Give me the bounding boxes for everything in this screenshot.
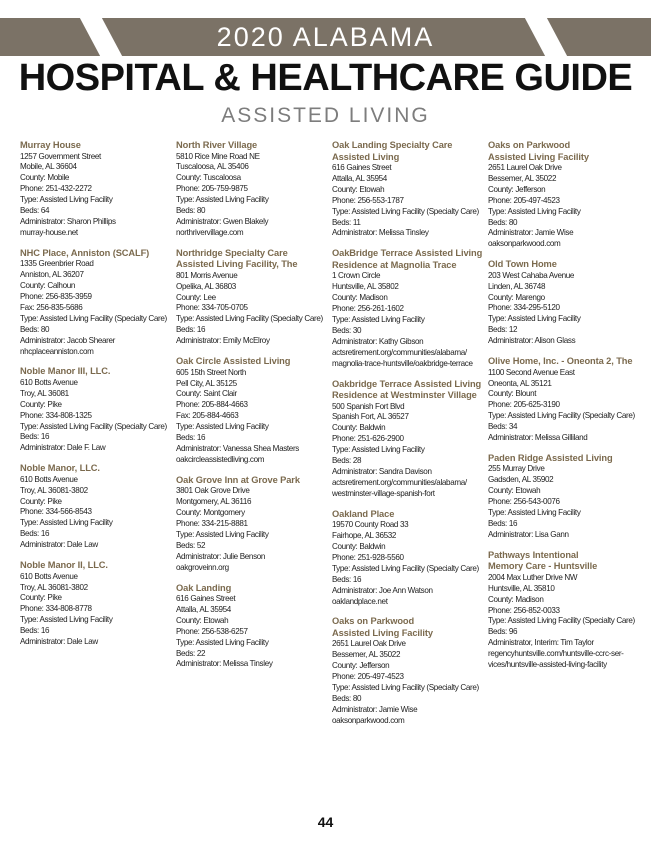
column-3 xyxy=(332,140,487,736)
facility-detail-line: Beds: 11 xyxy=(332,217,361,227)
column-1 xyxy=(20,140,175,657)
facility-detail-line: Spanish Fort, AL 36527 xyxy=(332,412,409,422)
facility-detail-line: Fax: 205-884-4663 xyxy=(176,411,239,421)
facility-detail-line: County: Saint Clair xyxy=(176,389,237,399)
facility-detail-line: Montgomery, AL 36116 xyxy=(176,497,252,507)
facility-entry xyxy=(20,560,175,648)
facility-name: Oak Landing Specialty Care xyxy=(332,140,453,150)
facility-detail-line: Attalla, AL 35954 xyxy=(332,173,387,183)
facility-detail-line: oakgroveinn.org xyxy=(176,562,229,572)
facility-entry xyxy=(176,356,331,466)
facility-detail-line: Fairhope, AL 36532 xyxy=(332,531,397,541)
facility-detail-line: Administrator: Melissa Tinsley xyxy=(176,659,273,669)
facility-detail-line: Type: Assisted Living Facility xyxy=(332,314,425,324)
facility-detail-line: regencyhuntsville.com/huntsville-ccrc-ser- xyxy=(488,649,624,659)
facility-detail-line: County: Etowah xyxy=(488,486,541,496)
facility-detail-line: Beds: 28 xyxy=(332,456,362,466)
facility-detail-line: Beds: 16 xyxy=(176,433,206,443)
facility-name: Noble Manor II, LLC. xyxy=(20,560,108,571)
facility-detail-line: Beds: 16 xyxy=(20,626,50,636)
facility-detail-line: Administrator: Melissa Gilliland xyxy=(488,433,588,443)
facility-detail-line: Bessemer, AL 35022 xyxy=(332,650,401,660)
facility-detail-line: County: Pike xyxy=(20,593,62,603)
facility-detail-line: Type: Assisted Living Facility xyxy=(176,637,269,647)
facility-detail-line: Phone: 334-808-1325 xyxy=(20,410,92,420)
facility-entry xyxy=(176,140,331,239)
facility-detail-line: 801 Morris Avenue xyxy=(176,270,238,280)
facility-detail-line: oaklandplace.net xyxy=(332,596,388,606)
column-2 xyxy=(176,140,331,679)
facility-detail-line: County: Lee xyxy=(176,292,216,302)
facility-detail-line: Troy, AL 36081-3802 xyxy=(20,485,88,495)
facility-detail-line: Beds: 16 xyxy=(20,529,50,539)
banner-text: 2020 ALABAMA xyxy=(216,22,435,52)
facility-detail-line: Administrator: Vanessa Shea Masters xyxy=(176,443,300,453)
facility-detail-line: nhcplaceanniston.com xyxy=(20,346,94,356)
facility-detail-line: 2651 Laurel Oak Drive xyxy=(488,163,562,172)
facility-detail-line: Type: Assisted Living Facility (Specialty Care) xyxy=(488,411,635,421)
facility-name: Memory Care - Huntsville xyxy=(488,561,598,572)
facility-name: Oakland Place xyxy=(332,508,395,519)
facility-entry xyxy=(488,140,643,250)
facility-detail-line: Phone: 334-566-8543 xyxy=(20,507,92,517)
facility-detail-line: Type: Assisted Living Facility xyxy=(176,529,269,539)
facility-detail-line: Phone: 256-261-1602 xyxy=(332,304,404,314)
facility-detail-line: 1257 Government Street xyxy=(20,151,101,161)
facility-detail-line: Administrator: Dale F. Law xyxy=(20,443,106,453)
facility-detail-line: County: Pike xyxy=(20,399,62,409)
facility-name: Oakbridge Terrace Assisted Living xyxy=(332,378,482,389)
facility-detail-line: Type: Assisted Living Facility (Specialty Care) xyxy=(176,314,323,324)
facility-detail-line: County: Jefferson xyxy=(332,661,390,671)
facility-detail-line: Administrator: Sharon Phillips xyxy=(20,216,116,226)
facility-detail-line: Beds: 80 xyxy=(176,206,206,216)
facility-detail-line: Type: Assisted Living Facility xyxy=(488,314,581,324)
facility-detail-line: 610 Botts Avenue xyxy=(20,377,78,387)
facility-name: Noble Manor III, LLC. xyxy=(20,366,111,377)
facility-detail-line: 2651 Laurel Oak Drive xyxy=(332,639,406,649)
facility-name: Oak Grove Inn at Grove Park xyxy=(176,474,300,485)
facility-detail-line: Administrator: Sandra Davison xyxy=(332,466,432,476)
facility-detail-line: Administrator: Jamie Wise xyxy=(332,704,418,714)
facility-name: Assisted Living xyxy=(332,151,400,162)
facility-detail-line: Troy, AL 36081 xyxy=(20,388,69,398)
facility-detail-line: Pell City, AL 35125 xyxy=(176,378,237,388)
facility-entry xyxy=(176,583,331,671)
facility-detail-line: 2004 Max Luther Drive NW xyxy=(488,572,578,582)
facility-detail-line: Phone: 256-538-6257 xyxy=(176,626,248,636)
facility-detail-line: Type: Assisted Living Facility (Specialty Care) xyxy=(20,313,167,323)
facility-detail-line: Phone: 256-852-0033 xyxy=(488,605,560,615)
facility-detail-line: Administrator: Dale Law xyxy=(20,540,98,550)
facility-detail-line: Type: Assisted Living Facility xyxy=(20,518,113,528)
facility-name: North River Village xyxy=(176,140,258,150)
facility-entry xyxy=(176,248,331,347)
facility-entry xyxy=(332,248,487,369)
facility-detail-line: Beds: 80 xyxy=(332,693,362,703)
facility-detail-line: Phone: 205-625-3190 xyxy=(488,400,560,410)
facility-detail-line: 610 Botts Avenue xyxy=(20,571,78,581)
facility-entry xyxy=(20,140,175,239)
facility-detail-line: Gadsden, AL 35902 xyxy=(488,475,554,485)
facility-name: Northridge Specialty Care xyxy=(176,247,288,258)
facility-detail-line: Administrator: Kathy Gibson xyxy=(332,336,424,346)
facility-detail-line: County: Marengo xyxy=(488,292,545,302)
facility-detail-line: Phone: 334-215-8881 xyxy=(176,518,248,528)
facility-detail-line: 255 Murray Drive xyxy=(488,464,545,474)
facility-detail-line: Phone: 205-497-4523 xyxy=(332,672,404,682)
facility-detail-line: actsretirement.org/communities/alabama/ xyxy=(332,347,467,357)
facility-detail-line: Huntsville, AL 35802 xyxy=(332,282,399,292)
facility-detail-line: Beds: 64 xyxy=(20,206,50,216)
facility-detail-line: northrivervillage.com xyxy=(176,227,244,237)
facility-detail-line: County: Etowah xyxy=(176,615,229,625)
facility-name: NHC Place, Anniston (SCALF) xyxy=(20,247,150,258)
facility-detail-line: Phone: 251-626-2900 xyxy=(332,434,404,444)
facility-detail-line: Administrator: Lisa Gann xyxy=(488,529,569,539)
facility-detail-line: oakcircleassistedliving.com xyxy=(176,454,265,464)
facility-detail-line: Phone: 334-808-8778 xyxy=(20,604,92,614)
facility-name: Residence at Westminster Village xyxy=(332,390,477,400)
facility-name: Murray House xyxy=(20,140,81,150)
facility-detail-line: oaksonparkwood.com xyxy=(332,715,405,725)
facility-detail-line: County: Baldwin xyxy=(332,541,386,551)
facility-name: Old Town Home xyxy=(488,259,557,270)
facility-detail-line: Administrator: Joe Ann Watson xyxy=(332,585,433,595)
facility-detail-line: County: Madison xyxy=(332,293,388,303)
facility-detail-line: Administrator: Alison Glass xyxy=(488,336,576,346)
facility-detail-line: County: Montgomery xyxy=(176,508,245,518)
facility-detail-line: Troy, AL 36081-3802 xyxy=(20,582,88,592)
facility-detail-line: Phone: 251-928-5560 xyxy=(332,552,404,562)
facility-detail-line: Type: Assisted Living Facility xyxy=(488,508,581,518)
facility-detail-line: 1 Crown Circle xyxy=(332,271,381,281)
facility-detail-line: Type: Assisted Living Facility xyxy=(332,445,425,455)
facility-detail-line: Linden, AL 36748 xyxy=(488,281,546,291)
facility-detail-line: County: Pike xyxy=(20,496,62,506)
facility-detail-line: actsretirement.org/communities/alabama/ xyxy=(332,477,467,487)
facility-name: Oak Circle Assisted Living xyxy=(176,356,291,367)
facility-detail-line: 3801 Oak Grove Drive xyxy=(176,486,250,496)
facility-detail-line: Phone: 205-759-9875 xyxy=(176,184,248,194)
facility-detail-line: Beds: 22 xyxy=(176,648,206,658)
facility-detail-line: Beds: 16 xyxy=(488,518,518,528)
facility-detail-line: Type: Assisted Living Facility (Specialty Care) xyxy=(332,206,479,216)
facility-detail-line: County: Baldwin xyxy=(332,423,386,433)
facility-detail-line: Phone: 256-553-1787 xyxy=(332,195,404,205)
facility-detail-line: County: Jefferson xyxy=(488,184,546,194)
facility-detail-line: County: Mobile xyxy=(20,173,70,183)
facility-detail-line: Bessemer, AL 35022 xyxy=(488,173,557,183)
facility-detail-line: Administrator: Melissa Tinsley xyxy=(332,228,429,238)
facility-detail-line: County: Blount xyxy=(488,389,537,399)
facility-detail-line: County: Etowah xyxy=(332,184,385,194)
facility-detail-line: Attalla, AL 35954 xyxy=(176,604,231,614)
facility-name: Olive Home, Inc. - Oneonta 2, The xyxy=(488,356,633,367)
facility-detail-line: 616 Gaines Street xyxy=(176,594,236,603)
facility-detail-line: County: Madison xyxy=(488,594,544,604)
facility-detail-line: Phone: 334-705-0705 xyxy=(176,303,248,313)
facility-detail-line: Type: Assisted Living Facility (Specialty Care) xyxy=(20,421,167,431)
facility-entry xyxy=(488,550,643,671)
facility-detail-line: 616 Gaines Street xyxy=(332,163,392,172)
facility-detail-line: 605 15th Street North xyxy=(176,367,247,377)
facility-entry xyxy=(20,463,175,551)
facility-detail-line: Type: Assisted Living Facility xyxy=(176,422,269,432)
facility-entry xyxy=(176,475,331,574)
facility-detail-line: Beds: 34 xyxy=(488,422,518,432)
facility-detail-line: westminster-village-spanish-fort xyxy=(332,488,435,498)
facility-name: Assisted Living Facility, The xyxy=(176,259,298,270)
facility-name: Oak Landing xyxy=(176,582,232,593)
facility-detail-line: 1335 Greenbrier Road xyxy=(20,259,94,269)
facility-detail-line: Beds: 96 xyxy=(488,627,518,637)
facility-detail-line: Beds: 30 xyxy=(332,325,362,335)
facility-detail-line: Type: Assisted Living Facility (Specialty Care) xyxy=(488,616,635,626)
facility-detail-line: Type: Assisted Living Facility (Specialty Care) xyxy=(332,683,479,693)
facility-detail-line: Administrator: Julie Benson xyxy=(176,551,266,561)
facility-detail-line: oaksonparkwood.com xyxy=(488,239,561,249)
facility-detail-line: Beds: 52 xyxy=(176,540,206,550)
facility-detail-line: magnolia-trace-huntsville/oakbridge-terrace xyxy=(332,358,473,368)
facility-detail-line: Phone: 256-835-3959 xyxy=(20,291,92,301)
facility-name: Residence at Magnolia Trace xyxy=(332,259,457,270)
facility-detail-line: County: Calhoun xyxy=(20,281,76,291)
column-4 xyxy=(488,140,643,680)
facility-name: Oaks on Parkwood xyxy=(332,616,415,627)
facility-entry xyxy=(20,248,175,358)
facility-detail-line: Huntsville, AL 35810 xyxy=(488,583,555,593)
facility-detail-line: 1100 Second Avenue East xyxy=(488,367,575,377)
facility-detail-line: Type: Assisted Living Facility xyxy=(20,195,113,205)
facility-detail-line: Anniston, AL 36207 xyxy=(20,270,84,280)
facility-entry xyxy=(20,366,175,454)
facility-detail-line: Phone: 205-884-4663 xyxy=(176,400,248,410)
page-number: 44 xyxy=(317,814,334,830)
facility-name: OakBridge Terrace Assisted Living xyxy=(332,248,483,259)
facility-name: Assisted Living Facility xyxy=(488,151,589,162)
facility-detail-line: 500 Spanish Fort Blvd xyxy=(332,401,405,411)
facility-detail-line: Phone: 251-432-2272 xyxy=(20,184,92,194)
facility-detail-line: Administrator: Dale Law xyxy=(20,637,98,647)
facility-detail-line: Administrator: Jacob Shearer xyxy=(20,335,116,345)
facility-detail-line: 610 Botts Avenue xyxy=(20,474,78,484)
facility-detail-line: Administrator: Jamie Wise xyxy=(488,228,574,238)
facility-detail-line: Phone: 256-543-0076 xyxy=(488,497,560,507)
facility-entry xyxy=(488,259,643,347)
facility-name: Assisted Living Facility xyxy=(332,627,433,638)
facility-detail-line: Tuscaloosa, AL 35406 xyxy=(176,162,249,172)
facility-name: Noble Manor, LLC. xyxy=(20,463,100,474)
facility-detail-line: Type: Assisted Living Facility xyxy=(20,615,113,625)
facility-detail-line: vices/huntsville-assisted-living-facility xyxy=(488,660,607,670)
facility-detail-line: Type: Assisted Living Facility xyxy=(488,206,581,216)
facility-detail-line: Beds: 80 xyxy=(488,217,518,227)
facility-detail-line: 19570 County Road 33 xyxy=(332,520,409,530)
facility-detail-line: Beds: 16 xyxy=(20,432,50,442)
page-title: HOSPITAL & HEALTHCARE GUIDE xyxy=(18,57,633,99)
facility-detail-line: Administrator: Emily McElroy xyxy=(176,336,270,346)
facility-detail-line: Mobile, AL 36604 xyxy=(20,162,77,172)
facility-entry xyxy=(488,356,643,444)
facility-entry xyxy=(488,453,643,541)
facility-detail-line: 5810 Rice Mine Road NE xyxy=(176,151,260,161)
facility-entry xyxy=(332,140,487,239)
facility-detail-line: Oneonta, AL 35121 xyxy=(488,378,552,388)
facility-entry xyxy=(332,616,487,726)
facility-detail-line: Type: Assisted Living Facility (Specialty Care) xyxy=(332,563,479,573)
facility-detail-line: Phone: 334-295-5120 xyxy=(488,303,560,313)
facility-detail-line: County: Tuscaloosa xyxy=(176,173,241,183)
facility-detail-line: Opelika, AL 36803 xyxy=(176,281,236,291)
facility-detail-line: murray-house.net xyxy=(20,227,78,237)
facility-name: Paden Ridge Assisted Living xyxy=(488,452,613,463)
facility-detail-line: 203 West Cahaba Avenue xyxy=(488,270,575,280)
facility-name: Oaks on Parkwood xyxy=(488,140,571,150)
facility-detail-line: Beds: 12 xyxy=(488,325,518,335)
facility-detail-line: Beds: 16 xyxy=(332,574,362,584)
facility-detail-line: Fax: 256-835-5686 xyxy=(20,302,83,312)
facility-detail-line: Administrator: Gwen Blakely xyxy=(176,216,269,226)
facility-detail-line: Type: Assisted Living Facility xyxy=(176,195,269,205)
facility-detail-line: Phone: 205-497-4523 xyxy=(488,195,560,205)
facility-name: Pathways Intentional xyxy=(488,549,579,560)
section-title: ASSISTED LIVING xyxy=(221,104,430,127)
facility-entry xyxy=(332,379,487,500)
facility-entry xyxy=(332,509,487,608)
facility-detail-line: Beds: 80 xyxy=(20,324,50,334)
facility-detail-line: Administrator, Interim: Tim Taylor xyxy=(488,638,594,648)
facility-detail-line: Beds: 16 xyxy=(176,325,206,335)
